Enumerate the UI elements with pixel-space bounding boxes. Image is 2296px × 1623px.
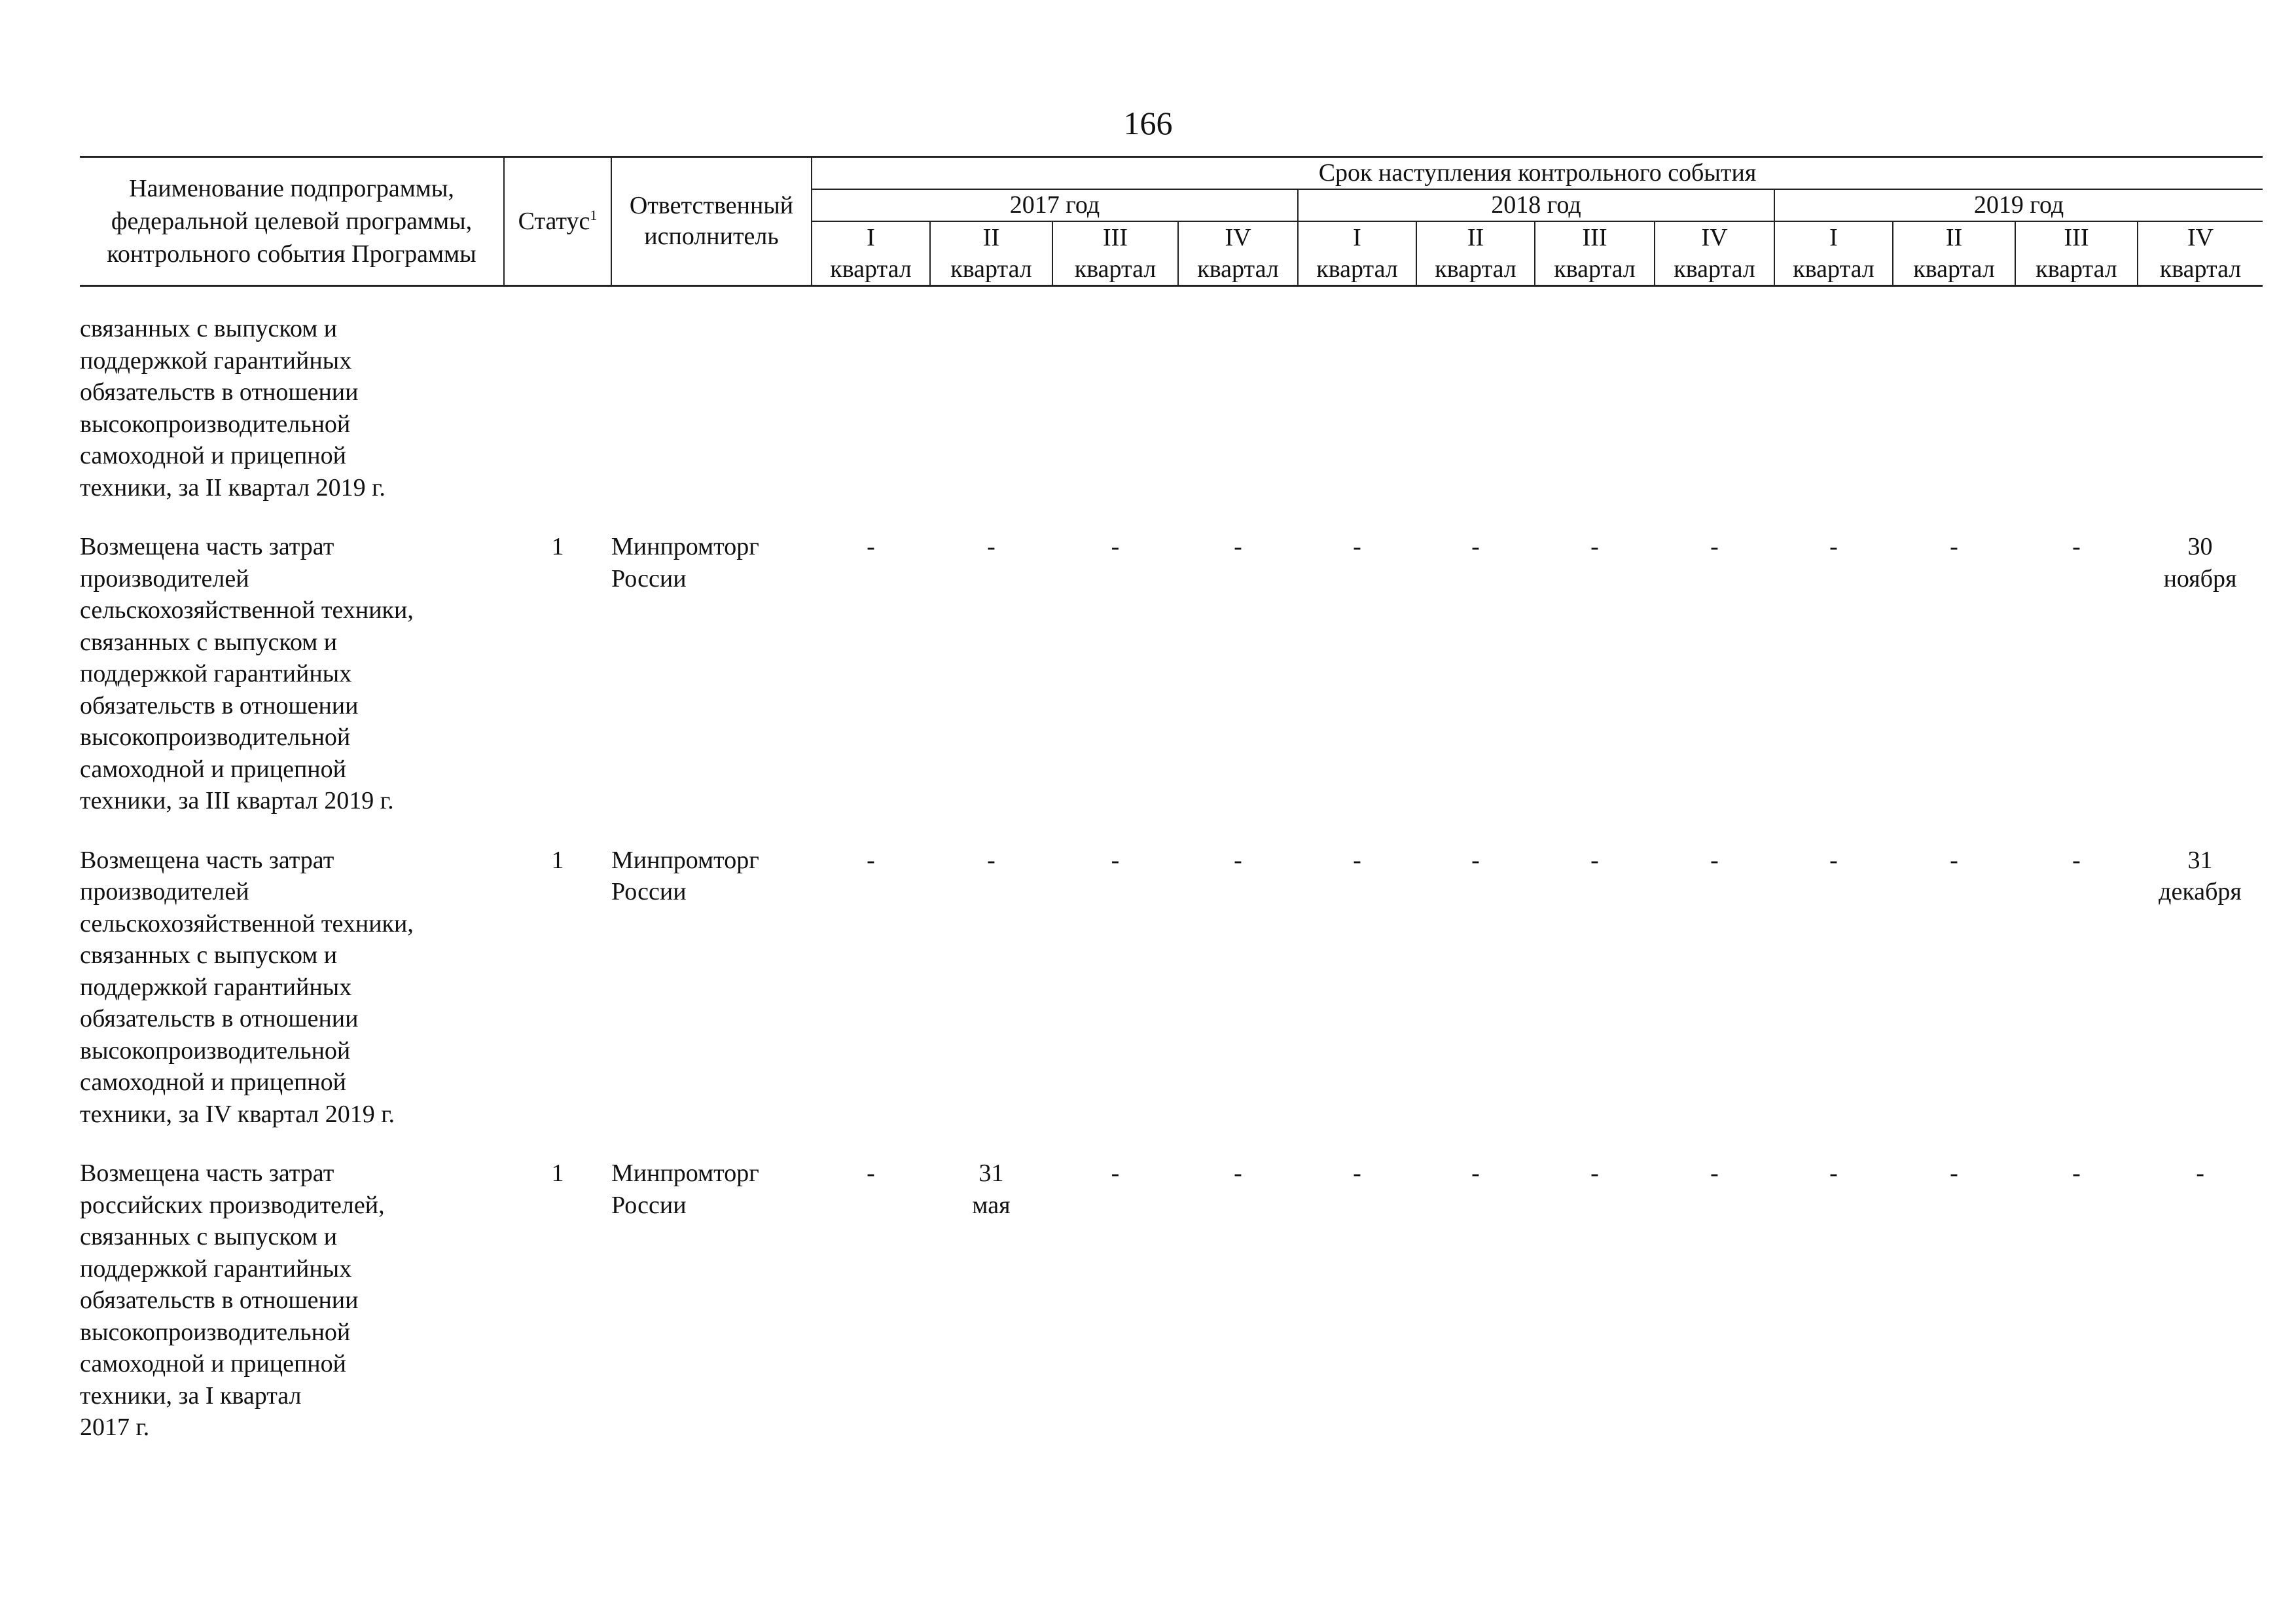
quarter-deadline: - bbox=[987, 846, 996, 874]
status-footnote-mark: 1 bbox=[590, 206, 598, 223]
year-header-2018: 2018 год bbox=[1298, 189, 1774, 221]
event-name: Возмещена часть затрат производителей сельскохозяйственной техники, связанных с выпуском и поддержкой гарантийных обязательств в отношении высокопроизводительной самоходной и прицепной техники, за III квартал 2019 г. bbox=[80, 533, 414, 814]
quarter-deadline: - bbox=[1111, 1159, 1120, 1187]
quarter-numeral: III bbox=[1582, 224, 1607, 251]
quarter-deadline: - bbox=[1590, 533, 1599, 560]
quarter-deadline bbox=[2015, 313, 2138, 531]
table-row bbox=[80, 531, 2263, 845]
quarter-deadline: - bbox=[1353, 1159, 1361, 1187]
quarter-deadline: - bbox=[1353, 846, 1361, 874]
quarter-deadline: - bbox=[1471, 533, 1480, 560]
quarter-header bbox=[1298, 221, 1416, 286]
event-status: 1 bbox=[551, 1159, 564, 1187]
quarter-word: квартал bbox=[1793, 255, 1874, 283]
quarter-header bbox=[1893, 221, 2015, 286]
event-name: связанных с выпуском и поддержкой гарантийных обязательств в отношении высокопроизводительной самоходной и прицепной техники, за II квартал 2019 г. bbox=[80, 315, 386, 501]
quarter-header bbox=[1535, 221, 1655, 286]
column-header-deadline: Срок наступления контрольного события bbox=[812, 157, 2263, 190]
quarter-deadline bbox=[1178, 313, 1298, 531]
quarter-word: квартал bbox=[2159, 255, 2242, 283]
year-header-2017: 2017 год bbox=[812, 189, 1298, 221]
quarter-deadline bbox=[1655, 313, 1774, 531]
quarter-deadline: - bbox=[2072, 533, 2081, 560]
quarter-deadline bbox=[1774, 313, 1893, 531]
quarter-deadline: - bbox=[1111, 533, 1120, 560]
event-name: Возмещена часть затрат российских производителей, связанных с выпуском и поддержкой гарантийных обязательств в отношении высокопроизводительной самоходной и прицепной техники, за I квартал 2017 г. bbox=[80, 1159, 385, 1441]
quarter-deadline: - bbox=[1234, 533, 1242, 560]
quarter-deadline: - bbox=[1829, 846, 1838, 874]
quarter-deadline: - bbox=[1471, 1159, 1480, 1187]
quarter-deadline: - bbox=[867, 1159, 875, 1187]
quarter-word: квартал bbox=[1554, 255, 1636, 283]
quarter-deadline: 31 мая bbox=[972, 1159, 1011, 1219]
quarter-numeral: III bbox=[1103, 224, 1128, 251]
quarter-deadline: - bbox=[1710, 533, 1719, 560]
quarter-deadline bbox=[1416, 313, 1535, 531]
quarter-deadline: - bbox=[2196, 1159, 2204, 1187]
quarter-word: квартал bbox=[1674, 255, 1755, 283]
quarter-deadline: - bbox=[1829, 533, 1838, 560]
quarter-deadline bbox=[1298, 313, 1416, 531]
quarter-deadline: - bbox=[867, 846, 875, 874]
column-header-status bbox=[504, 157, 611, 286]
quarter-deadline: - bbox=[1590, 846, 1599, 874]
quarter-header bbox=[1178, 221, 1298, 286]
quarter-header bbox=[1774, 221, 1893, 286]
quarter-header bbox=[1416, 221, 1535, 286]
event-executor: Минпромторг России bbox=[611, 1159, 759, 1219]
quarter-word: квартал bbox=[2036, 255, 2117, 283]
quarter-deadline: - bbox=[1950, 1159, 1958, 1187]
table-row bbox=[80, 845, 2263, 1158]
quarter-numeral: IV bbox=[1225, 224, 1251, 251]
quarter-deadline: - bbox=[1234, 846, 1242, 874]
quarter-deadline bbox=[1535, 313, 1655, 531]
quarter-numeral: I bbox=[1829, 224, 1838, 251]
quarter-word: квартал bbox=[1316, 255, 1398, 283]
quarter-deadline: - bbox=[1710, 1159, 1719, 1187]
column-header-name: Наименование подпрограммы, федеральной целевой программы, контрольного события Программы bbox=[80, 157, 504, 286]
status-header-label: Статус bbox=[518, 207, 590, 235]
quarter-numeral: II bbox=[1945, 224, 1963, 251]
quarter-numeral: III bbox=[2064, 224, 2089, 251]
quarter-deadline: - bbox=[1353, 533, 1361, 560]
quarter-header bbox=[930, 221, 1052, 286]
year-header-2019: 2019 год bbox=[1774, 189, 2263, 221]
quarter-header bbox=[1052, 221, 1178, 286]
table-row bbox=[80, 1158, 2263, 1471]
quarter-numeral: I bbox=[1353, 224, 1361, 251]
event-name: Возмещена часть затрат производителей сельскохозяйственной техники, связанных с выпуском и поддержкой гарантийных обязательств в отношении высокопроизводительной самоходной и прицепной техники, за IV квартал 2019 г. bbox=[80, 846, 414, 1128]
quarter-deadline: - bbox=[987, 533, 996, 560]
quarter-header bbox=[812, 221, 930, 286]
event-status bbox=[504, 313, 611, 531]
quarter-deadline bbox=[1893, 313, 2015, 531]
quarter-deadline: - bbox=[1111, 846, 1120, 874]
event-executor bbox=[611, 313, 812, 531]
quarter-word: квартал bbox=[1913, 255, 1995, 283]
quarter-word: квартал bbox=[950, 255, 1032, 283]
quarter-header bbox=[2138, 221, 2263, 286]
quarter-deadline bbox=[1052, 313, 1178, 531]
quarter-deadline bbox=[2138, 313, 2263, 531]
quarter-deadline bbox=[812, 313, 930, 531]
quarter-word: квартал bbox=[1074, 255, 1157, 283]
page-number: 166 bbox=[1123, 105, 1173, 141]
quarter-deadline: - bbox=[1829, 1159, 1838, 1187]
quarter-numeral: IV bbox=[2187, 224, 2214, 251]
quarter-deadline: - bbox=[1950, 846, 1958, 874]
control-events-table bbox=[80, 156, 2263, 1471]
quarter-deadline: - bbox=[2072, 846, 2081, 874]
event-executor: Минпромторг России bbox=[611, 533, 759, 593]
quarter-numeral: IV bbox=[1701, 224, 1728, 251]
quarter-header bbox=[1655, 221, 1774, 286]
quarter-deadline: - bbox=[1471, 846, 1480, 874]
quarter-deadline: - bbox=[867, 533, 875, 560]
quarter-word: квартал bbox=[1197, 255, 1279, 283]
quarter-word: квартал bbox=[830, 255, 912, 283]
column-header-executor: Ответственный исполнитель bbox=[611, 157, 812, 286]
quarter-deadline: - bbox=[2072, 1159, 2081, 1187]
quarter-header bbox=[2015, 221, 2138, 286]
quarter-deadline: 30 ноября bbox=[2163, 533, 2237, 593]
quarter-deadline: - bbox=[1950, 533, 1958, 560]
event-status: 1 bbox=[551, 533, 564, 560]
event-status: 1 bbox=[551, 846, 564, 874]
quarter-numeral: II bbox=[1467, 224, 1484, 251]
quarter-numeral: II bbox=[982, 224, 1000, 251]
table-row bbox=[80, 313, 2263, 531]
quarter-deadline: 31 декабря bbox=[2159, 846, 2242, 905]
quarter-deadline: - bbox=[1590, 1159, 1599, 1187]
quarter-word: квартал bbox=[1435, 255, 1516, 283]
quarter-numeral: I bbox=[867, 224, 875, 251]
event-executor: Минпромторг России bbox=[611, 846, 759, 905]
quarter-deadline bbox=[930, 313, 1052, 531]
quarter-deadline: - bbox=[1234, 1159, 1242, 1187]
quarter-deadline: - bbox=[1710, 846, 1719, 874]
